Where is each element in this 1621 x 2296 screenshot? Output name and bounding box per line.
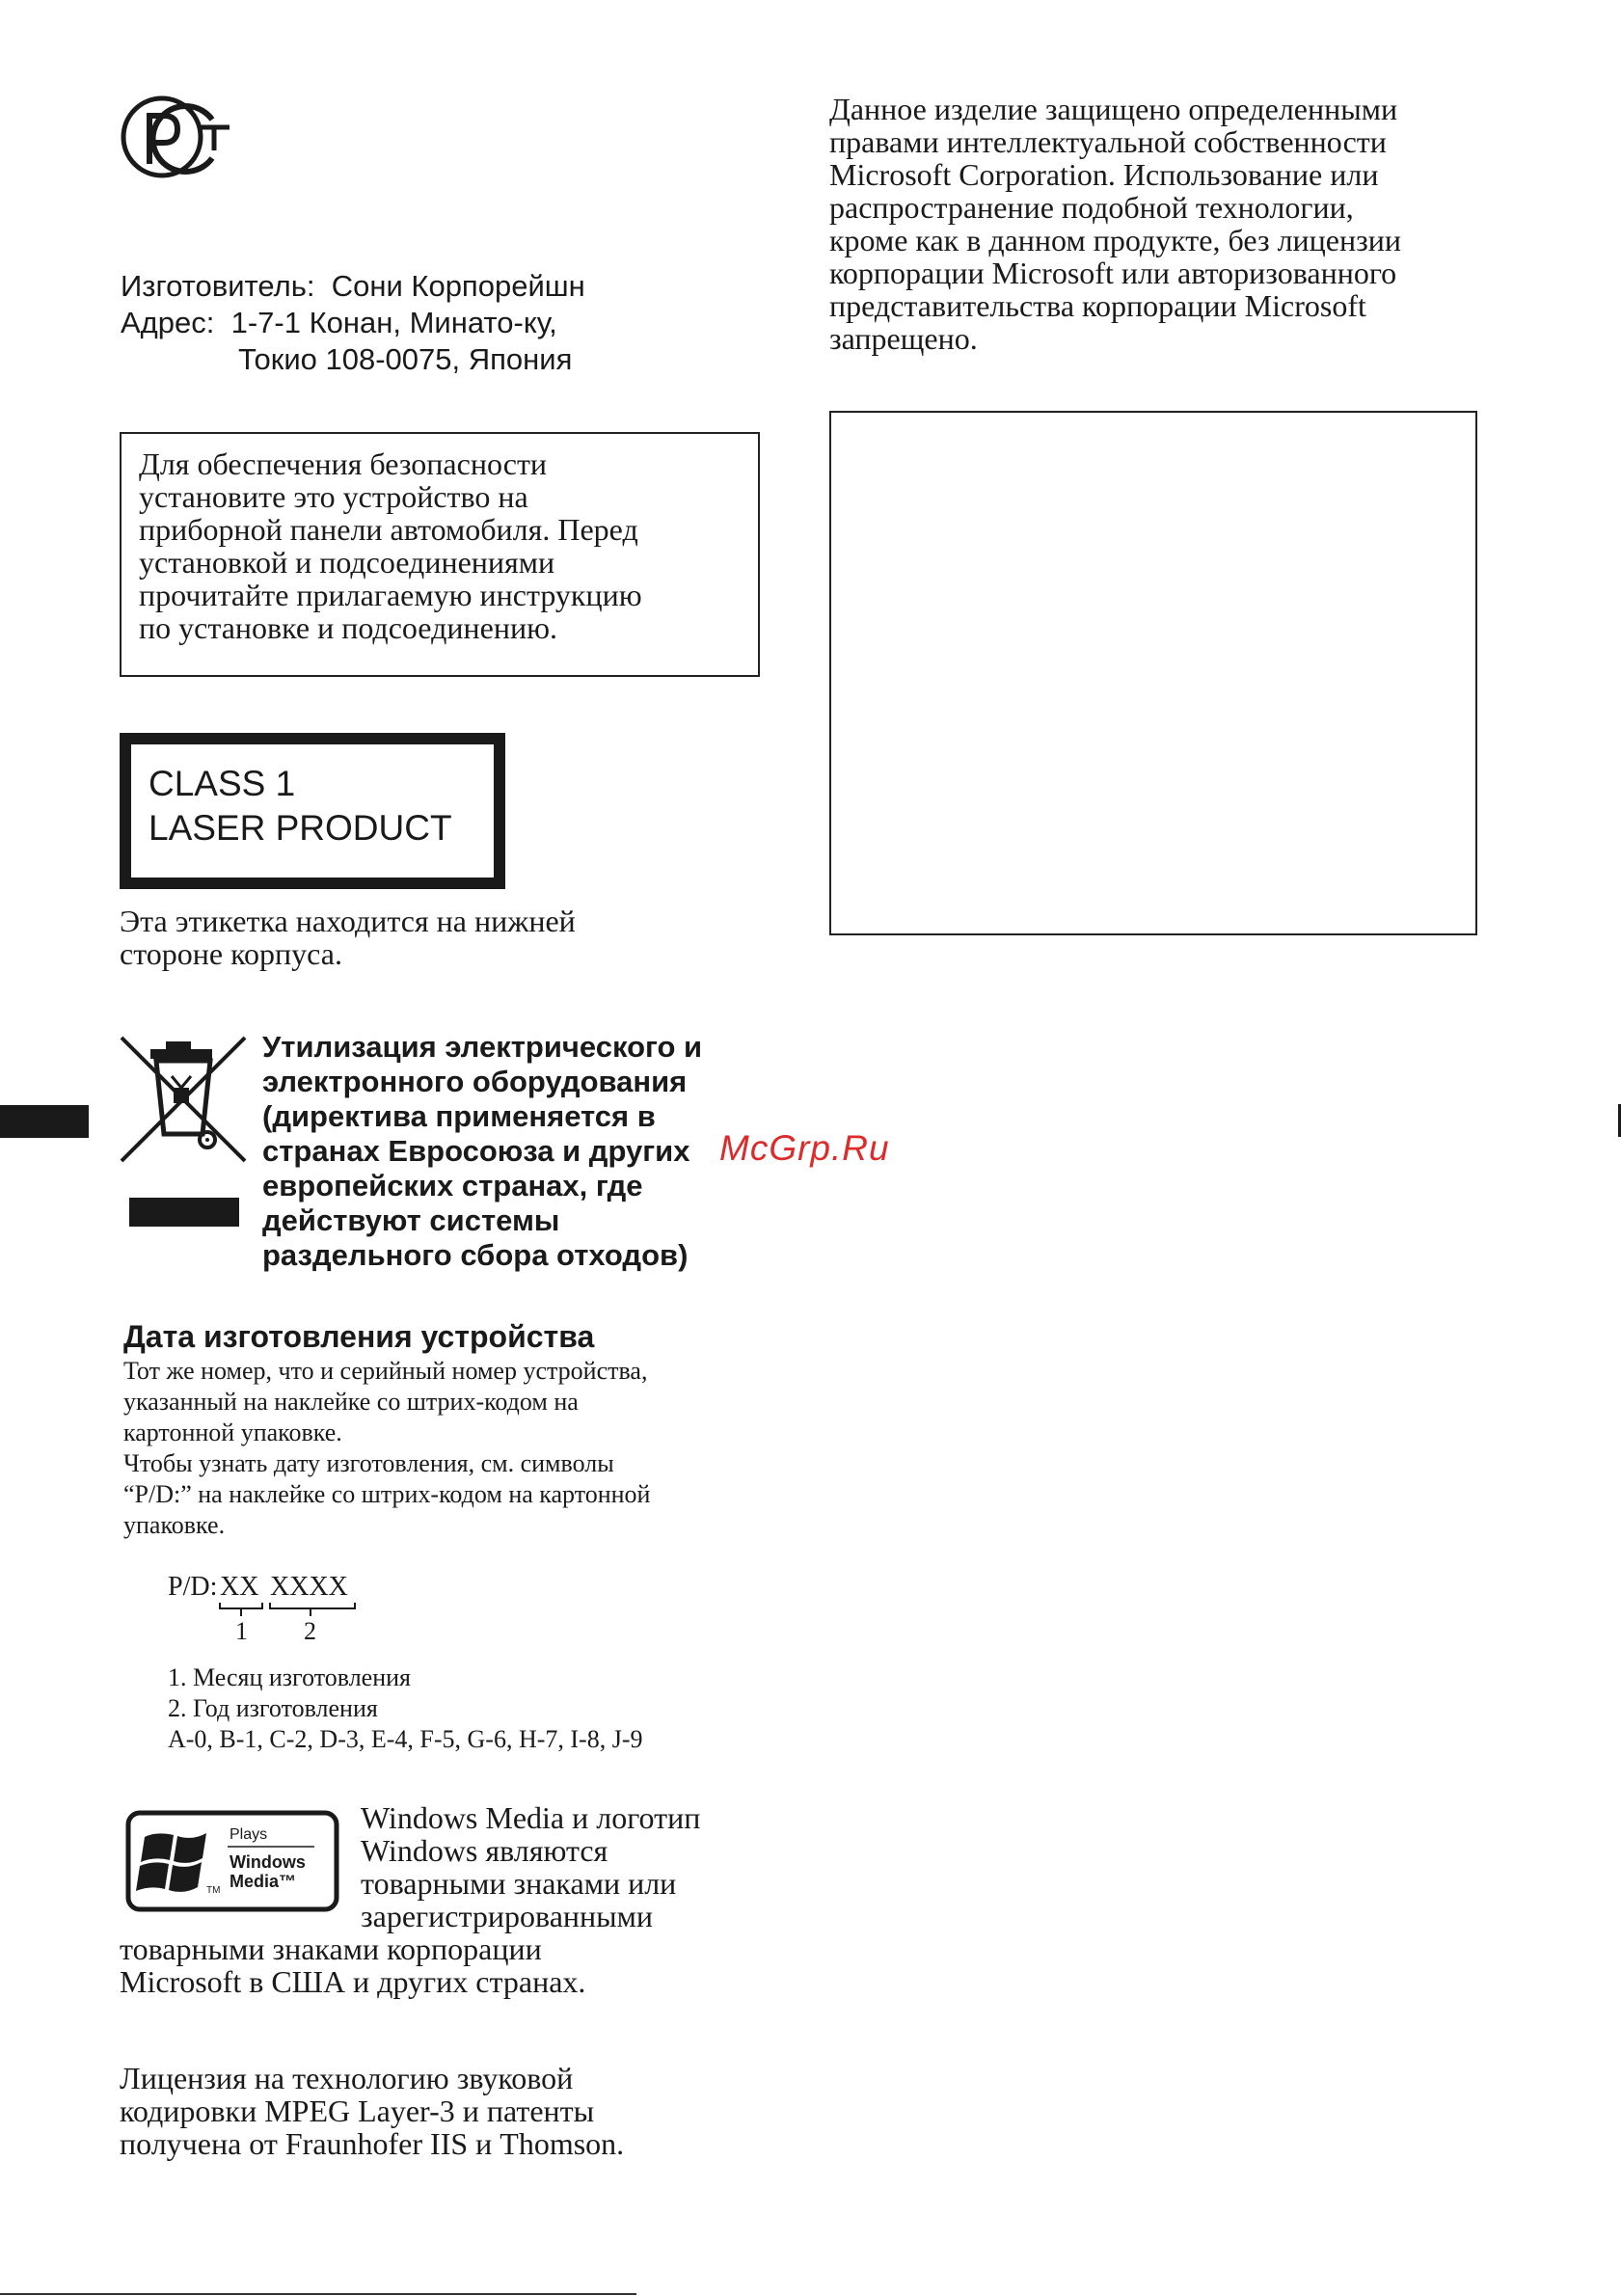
weee-heading xyxy=(262,1030,702,1273)
pd-marker-2: 2 xyxy=(304,1617,316,1645)
weee-line: странах Евросоюза и других xyxy=(262,1134,690,1168)
prod-line: указанный на наклейке со штрих-кодом на xyxy=(123,1388,579,1416)
mpeg-line: Лицензия на технологию звуковой xyxy=(120,2061,574,2095)
maker-label: Изготовитель: xyxy=(121,269,315,303)
ms-line: корпорации Microsoft или авторизованного xyxy=(829,256,1397,290)
ms-line: распространение подобной технологии, xyxy=(829,190,1354,225)
pd-bracket-1 xyxy=(220,1603,262,1608)
weee-black-bar xyxy=(129,1198,239,1227)
wm-text-line: Microsoft в США и других странах. xyxy=(120,1964,586,1999)
laser-note-line: Эта этикетка находится на нижней xyxy=(120,904,576,938)
wm-text-line: зарегистрированными xyxy=(361,1899,654,1933)
ms-line: Данное изделие защищено определенными xyxy=(829,92,1398,126)
production-date-heading: Дата изготовления устройства xyxy=(123,1319,595,1354)
safety-line: приборной панели автомобиля. Перед xyxy=(139,512,638,547)
weee-line: раздельного сбора отходов) xyxy=(262,1238,689,1272)
wm-text-line: Windows являются xyxy=(361,1833,608,1868)
production-date-body xyxy=(123,1356,650,1541)
maker-value: Сони Корпорейшн xyxy=(331,269,585,303)
prod-line: Чтобы узнать дату изготовления, см. символы xyxy=(123,1449,614,1477)
address-line-1: 1-7-1 Конан, Минато-ку, xyxy=(230,306,557,339)
laser-product: LASER PRODUCT xyxy=(149,808,452,848)
wm-media: Media™ xyxy=(230,1872,297,1891)
prod-line: Тот же номер, что и серийный номер устройства, xyxy=(123,1357,648,1385)
prod-line: “P/D:” на наклейке со штрих-кодом на картонной xyxy=(123,1480,651,1508)
wm-plays: Plays xyxy=(230,1826,268,1843)
address-line-2: Токио 108-0075, Япония xyxy=(238,342,573,376)
pd-legend-line: 2. Год изготовления xyxy=(168,1694,378,1722)
safety-line: установкой и подсоединениями xyxy=(139,545,555,580)
ms-line: правами интеллектуальной собственности xyxy=(829,124,1387,159)
bottom-rule xyxy=(0,2293,636,2295)
watermark: McGrp.Ru xyxy=(719,1128,890,1168)
windows-media-trademark-text xyxy=(120,1801,795,1998)
laser-product-label xyxy=(120,733,505,889)
prod-line: картонной упаковке. xyxy=(123,1418,342,1446)
wm-text-line: товарными знаками корпорации xyxy=(120,1931,542,1966)
pd-legend-line: 1. Месяц изготовления xyxy=(168,1663,411,1691)
pd-marker-1: 1 xyxy=(235,1617,248,1645)
weee-line: (директива применяется в xyxy=(262,1099,656,1133)
page-edge-tab xyxy=(0,1105,89,1138)
microsoft-ip-notice xyxy=(829,93,1401,355)
safety-line: Для обеспечения безопасности xyxy=(139,446,548,481)
ms-line: кроме как в данном продукте, без лицензии xyxy=(829,223,1402,257)
safety-notice-box xyxy=(120,432,760,677)
safety-line: по установке и подсоединению. xyxy=(139,610,557,645)
ms-line: Microsoft Corporation. Использование или xyxy=(829,157,1379,192)
mpeg-line: получена от Fraunhofer IIS и Thomson. xyxy=(120,2126,625,2161)
wm-text-line: товарными знаками или xyxy=(361,1866,677,1901)
wm-tm: TM xyxy=(206,1885,221,1896)
address-label: Адрес: xyxy=(121,306,215,339)
mpeg-license-text xyxy=(120,2062,624,2160)
pd-month-code: XX xyxy=(220,1572,259,1602)
crossed-out-wheelie-bin-icon xyxy=(118,1034,249,1165)
pd-year-code: XXXX xyxy=(270,1572,348,1602)
ms-line: представительства корпорации Microsoft xyxy=(829,288,1366,323)
laser-label-note xyxy=(120,905,576,970)
pd-code-diagram xyxy=(168,1568,380,1645)
safety-line: установите это устройство на xyxy=(139,479,528,514)
weee-line: европейских странах, где xyxy=(262,1169,643,1202)
weee-line: Утилизация электрического и xyxy=(262,1030,703,1064)
manufacturer-info xyxy=(121,268,585,378)
gost-r-certification-icon xyxy=(118,89,235,185)
laser-class: CLASS 1 xyxy=(149,764,296,803)
mpeg-line: кодировки MPEG Layer-3 и патенты xyxy=(120,2093,595,2128)
wm-text-line: Windows Media и логотип xyxy=(361,1800,701,1835)
pd-legend xyxy=(168,1662,643,1755)
pd-legend-line: A-0, B-1, C-2, D-3, E-4, F-5, G-6, H-7, I-8, J-9 xyxy=(168,1725,643,1753)
empty-frame-box xyxy=(829,411,1477,935)
ms-line: запрещено. xyxy=(829,321,978,356)
laser-note-line: стороне корпуса. xyxy=(120,936,342,971)
pd-bracket-2 xyxy=(270,1603,355,1608)
wm-windows: Windows xyxy=(230,1852,306,1872)
safety-line: прочитайте прилагаемую инструкцию xyxy=(139,578,642,612)
pd-prefix: P/D: xyxy=(168,1572,218,1602)
weee-line: действуют системы xyxy=(262,1203,560,1237)
weee-line: электронного оборудования xyxy=(262,1065,688,1098)
prod-line: упаковке. xyxy=(123,1511,226,1539)
